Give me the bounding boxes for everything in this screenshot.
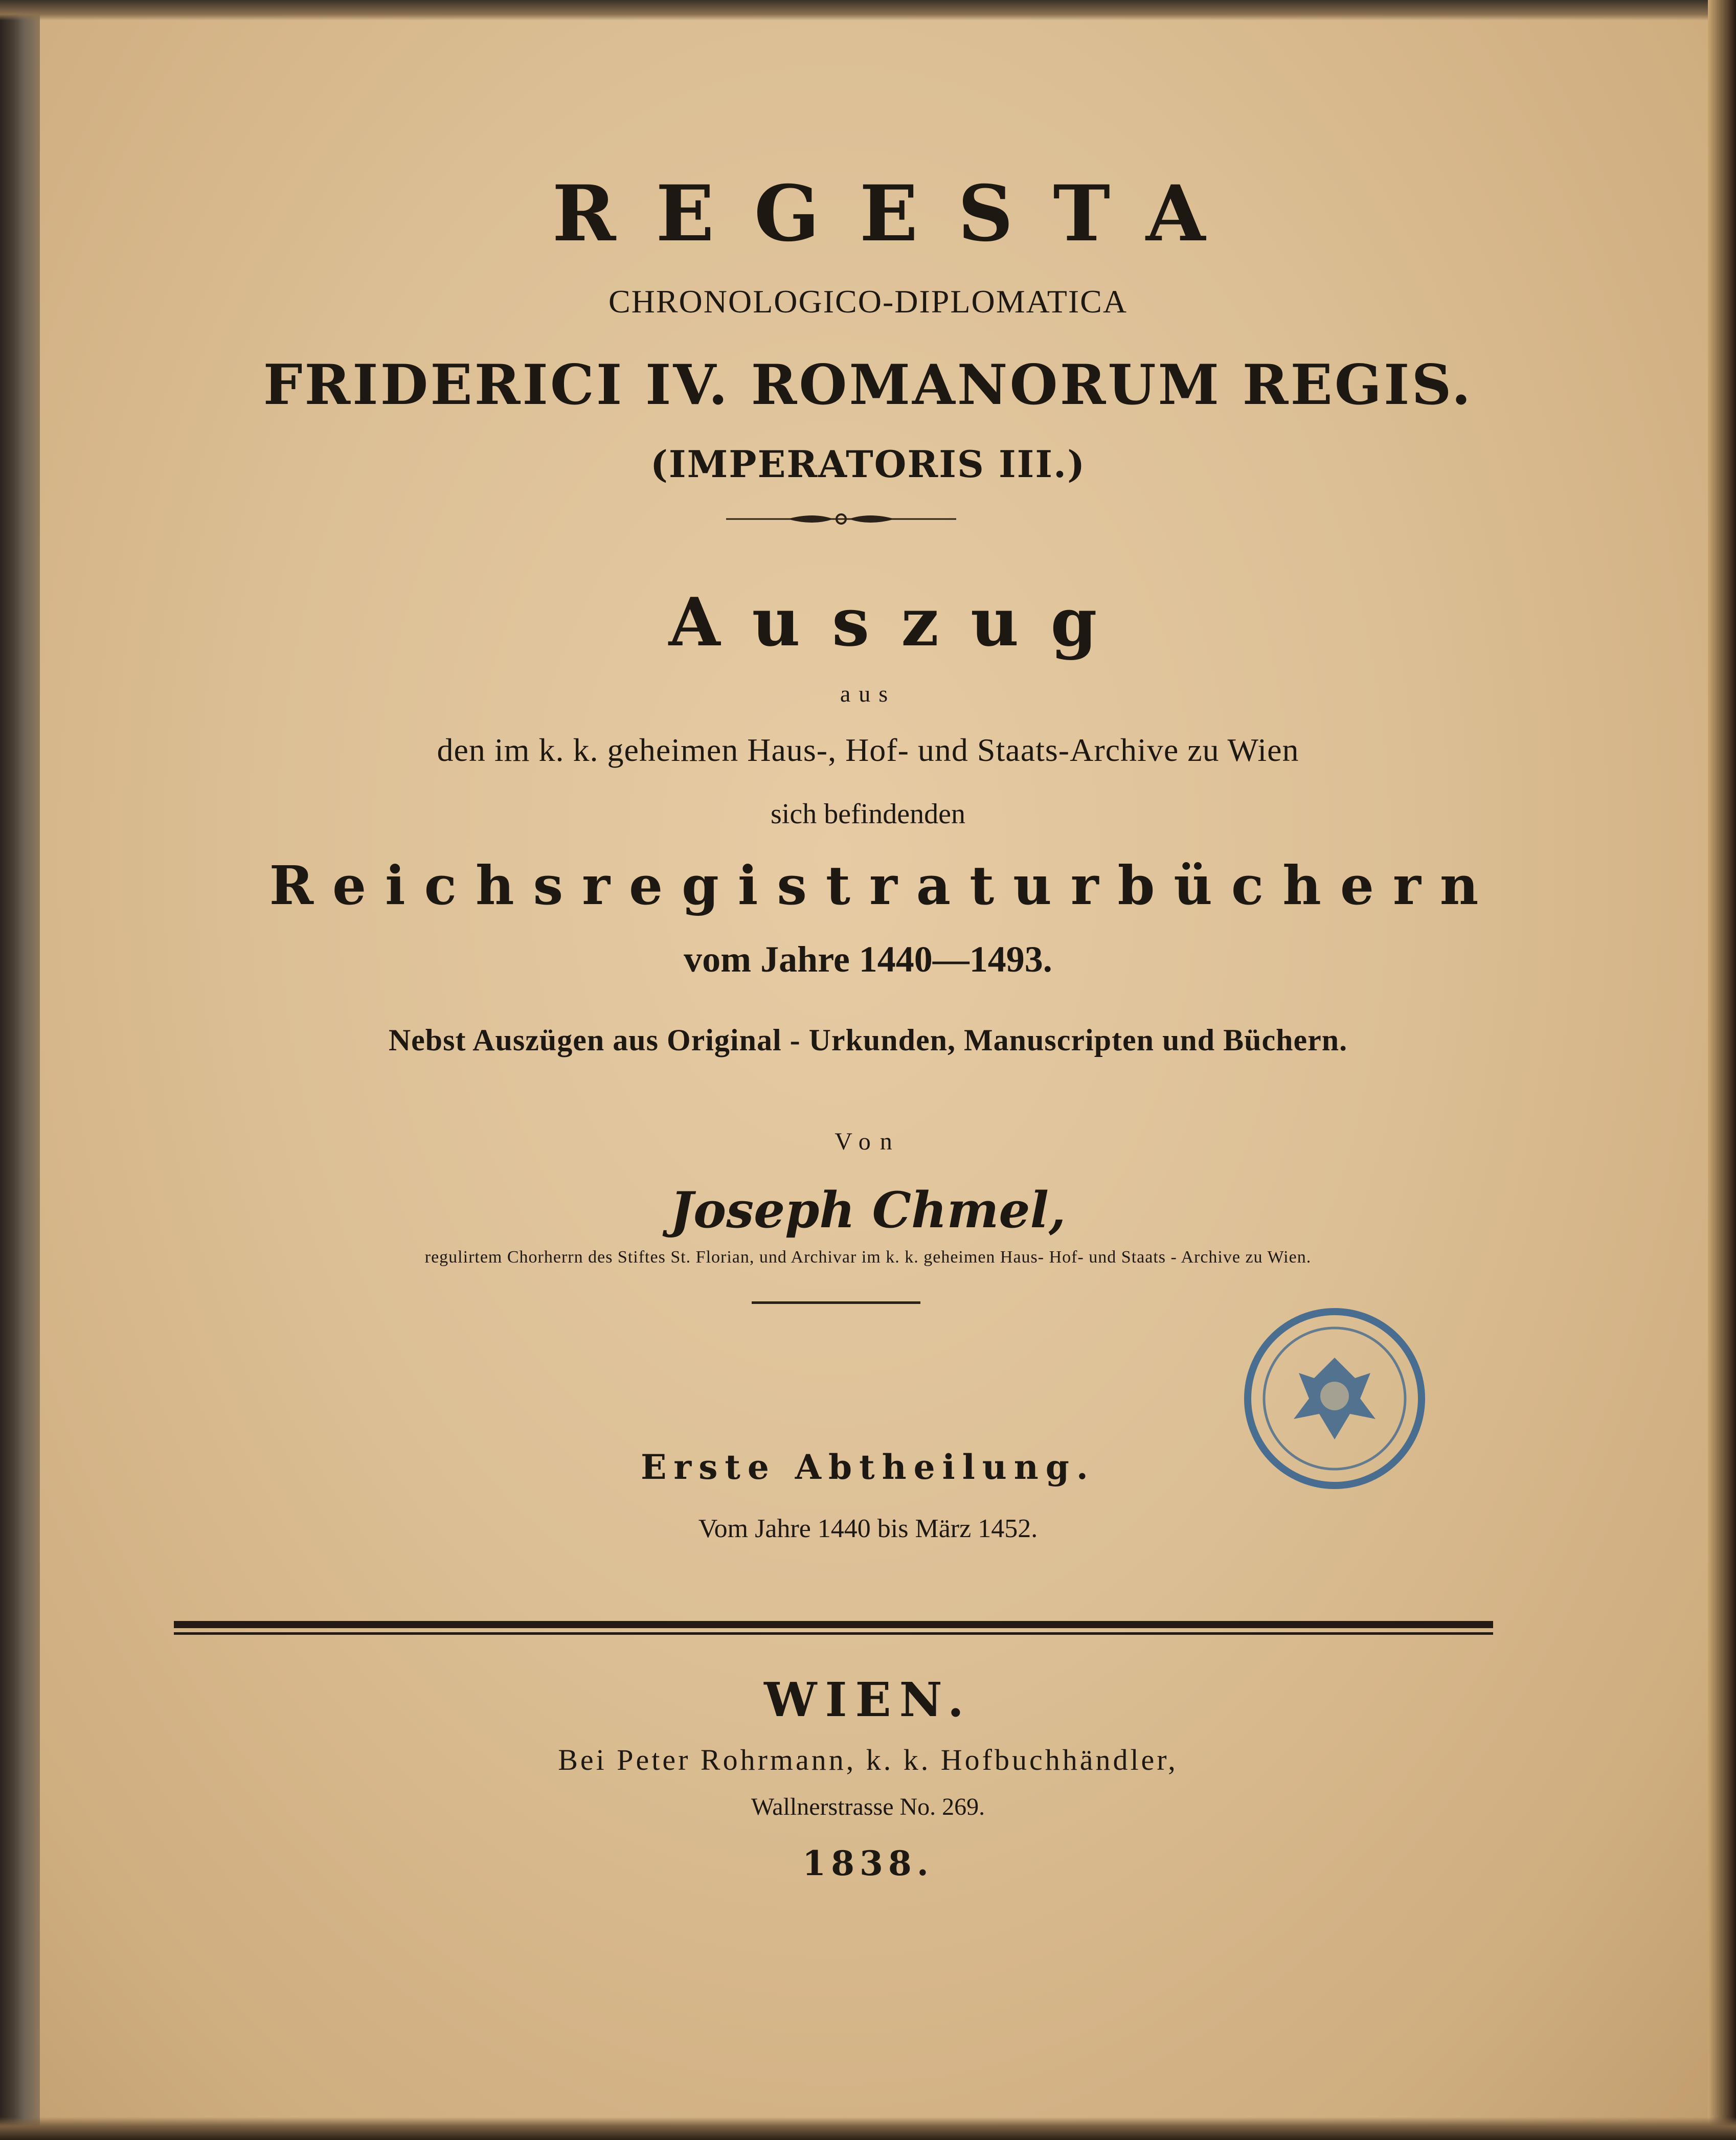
page-bottom-edge xyxy=(0,2117,1736,2140)
author-description: regulirtem Chorherrn des Stiftes St. Florian, und Archivar im k. k. geheimen Haus- Hof- und Staats - Archive zu Wien. xyxy=(424,1248,1312,1267)
part-heading: Erste Abtheilung. xyxy=(641,1447,1095,1487)
text-von: Von xyxy=(835,1128,901,1155)
text-sich-befindenden: sich befindenden xyxy=(771,798,965,830)
heading-auszug: Auszug xyxy=(668,583,1129,661)
text-nebst: Nebst Auszügen aus Original - Urkunden, Manuscripten und Büchern. xyxy=(388,1023,1348,1057)
short-divider xyxy=(752,1301,920,1304)
heavy-rule-bottom xyxy=(174,1632,1493,1635)
main-title: REGESTA xyxy=(552,169,1246,259)
imprint-city: WIEN. xyxy=(764,1672,972,1727)
subtitle-imperatoris: (IMPERATORIS III.) xyxy=(650,442,1086,486)
text-archive: den im k. k. geheimen Haus-, Hof- und Staats-Archive zu Wien xyxy=(437,732,1299,768)
imprint-year: 1838. xyxy=(802,1843,934,1883)
subtitle-friderici: FRIDERICI IV. ROMANORUM REGIS. xyxy=(263,353,1473,417)
imprint-address: Wallnerstrasse No. 269. xyxy=(751,1793,985,1820)
text-year-range: vom Jahre 1440—1493. xyxy=(684,939,1052,980)
heavy-rule-top xyxy=(174,1621,1493,1628)
imprint-publisher: Bei Peter Rohrmann, k. k. Hofbuchhändler, xyxy=(558,1743,1178,1776)
author-name: Joseph Chmel, xyxy=(670,1181,1066,1239)
text-aus: aus xyxy=(840,681,896,707)
page-top-edge xyxy=(0,0,1736,20)
heading-reichsregistraturbuechern: Reichsregistraturbüchern xyxy=(269,854,1498,917)
subtitle-chronologico: CHRONOLOGICO-DIPLOMATICA xyxy=(608,283,1128,320)
ornament-divider-icon xyxy=(726,509,956,529)
part-date-range: Vom Jahre 1440 bis März 1452. xyxy=(698,1514,1038,1543)
